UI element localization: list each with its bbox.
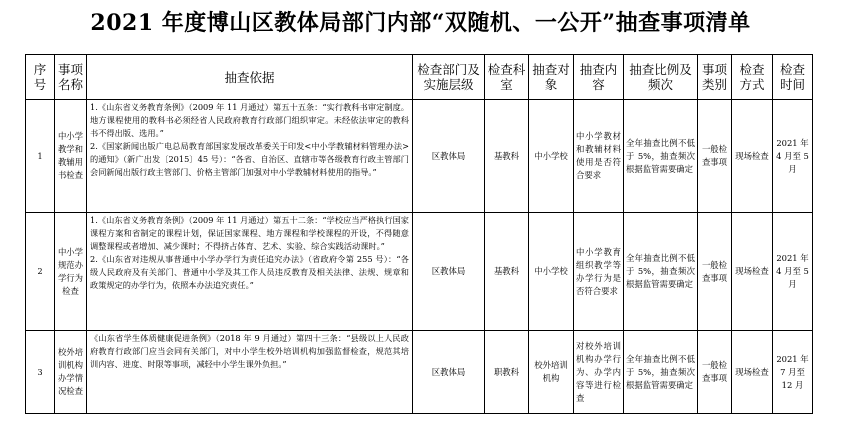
cell-item-name: 中小学教学和教辅用书检查 bbox=[55, 100, 87, 213]
cell-method: 现场检查 bbox=[732, 100, 773, 213]
cell-basis bbox=[87, 100, 413, 213]
cell-object: 中小学校 bbox=[529, 213, 574, 331]
table-row bbox=[26, 331, 813, 414]
inspection-table bbox=[25, 54, 813, 414]
basis-paragraph: 2.《国家新闻出版广电总局教育部国家发展改革委关于印发<中小学教辅材料管理办法>的通知》（新广出发〔2015〕45 号）：“各省、自治区、直辖市等各级教育行政主管部门会同新闻出版行政主管部门、价格主管部门加强对中小学教辅材料使用的指导。” bbox=[90, 141, 409, 178]
cell-category: 一般检查事项 bbox=[698, 331, 732, 414]
cell-time: 2021 年 7 月至 12 月 bbox=[773, 331, 813, 414]
cell-basis bbox=[87, 213, 413, 331]
cell-dept: 区教体局 bbox=[413, 331, 485, 414]
header-dept: 检查部门及实施层级 bbox=[413, 55, 485, 100]
cell-content: 中小学教育组织教学等办学行为是否符合要求 bbox=[574, 213, 624, 331]
cell-item-name: 校外培训机构办学情况检查 bbox=[55, 331, 87, 414]
cell-content: 对校外培训机构办学行为、办学内容等进行检查 bbox=[574, 331, 624, 414]
cell-office: 基教科 bbox=[485, 213, 529, 331]
cell-method: 现场检查 bbox=[732, 331, 773, 414]
table-row bbox=[26, 100, 813, 213]
cell-dept: 区教体局 bbox=[413, 100, 485, 213]
basis-paragraph: 《山东省学生体质健康促进条例》（2018 年 9 月通过）第四十三条：“县级以上人民政府教育行政部门应当会同有关部门，对中小学生校外培训机构加强监督检查，规范其培训内容、进度、时限等事项，减轻中小学生课外负担。” bbox=[90, 333, 409, 370]
header-seq: 序号 bbox=[26, 55, 55, 100]
header-time: 检查时间 bbox=[773, 55, 813, 100]
header-content: 抽查内容 bbox=[574, 55, 624, 100]
cell-seq: 2 bbox=[26, 213, 55, 331]
page-title: 2021 年度博山区教体局部门内部“双随机、一公开”抽查事项清单 bbox=[90, 10, 751, 36]
header-ratio: 抽查比例及频次 bbox=[624, 55, 698, 100]
cell-content: 中小学教材和教辅材料使用是否符合要求 bbox=[574, 100, 624, 213]
cell-seq: 3 bbox=[26, 331, 55, 414]
header-method: 检查方式 bbox=[732, 55, 773, 100]
cell-method: 现场检查 bbox=[732, 213, 773, 331]
header-office: 检查科室 bbox=[485, 55, 529, 100]
cell-time: 2021 年 4 月至 5 月 bbox=[773, 100, 813, 213]
cell-office: 职教科 bbox=[485, 331, 529, 414]
cell-dept: 区教体局 bbox=[413, 213, 485, 331]
cell-object: 校外培训机构 bbox=[529, 331, 574, 414]
cell-ratio: 全年抽查比例不低于 5%，抽查频次根据监管需要确定 bbox=[624, 331, 698, 414]
cell-time: 2021 年 4 月至 5 月 bbox=[773, 213, 813, 331]
header-basis: 抽查依据 bbox=[87, 55, 413, 100]
cell-office: 基教科 bbox=[485, 100, 529, 213]
cell-item-name: 中小学规范办学行为检查 bbox=[55, 213, 87, 331]
cell-object: 中小学校 bbox=[529, 100, 574, 213]
cell-basis bbox=[87, 331, 413, 414]
cell-ratio: 全年抽查比例不低于 5%，抽查频次根据监管需要确定 bbox=[624, 100, 698, 213]
cell-seq: 1 bbox=[26, 100, 55, 213]
header-category: 事项类别 bbox=[698, 55, 732, 100]
cell-category: 一般检查事项 bbox=[698, 213, 732, 331]
basis-paragraph: 1.《山东省义务教育条例》（2009 年 11 月通过）第五十二条：“学校应当严格执行国家课程方案和省制定的课程计划，保证国家课程、地方课程和学校课程的开设，不得随意调整课程或者增加、减少课时；不得挤占体育、艺术、实验、综合实践活动课时。” bbox=[90, 215, 409, 252]
cell-ratio: 全年抽查比例不低于 5%，抽查频次根据监管需要确定 bbox=[624, 213, 698, 331]
table-row bbox=[26, 213, 813, 331]
basis-paragraph: 2.《山东省对违规从事普通中小学办学行为责任追究办法》（省政府令第 255 号）：“各级人民政府及有关部门、普通中小学及其工作人员违反教育及相关法律、法规、规章和政策规定的办学行为，依照本办法追究责任。” bbox=[90, 254, 409, 291]
basis-paragraph: 1.《山东省义务教育条例》（2009 年 11 月通过）第五十五条：“实行教科书审定制度。地方课程使用的教科书必须经省人民政府教育行政部门组织审定。未经依法审定的教科书不得出版、选用。” bbox=[90, 102, 409, 139]
cell-category: 一般检查事项 bbox=[698, 100, 732, 213]
header-row bbox=[26, 55, 813, 100]
header-item-name: 事项名称 bbox=[55, 55, 87, 100]
header-object: 抽查对象 bbox=[529, 55, 574, 100]
